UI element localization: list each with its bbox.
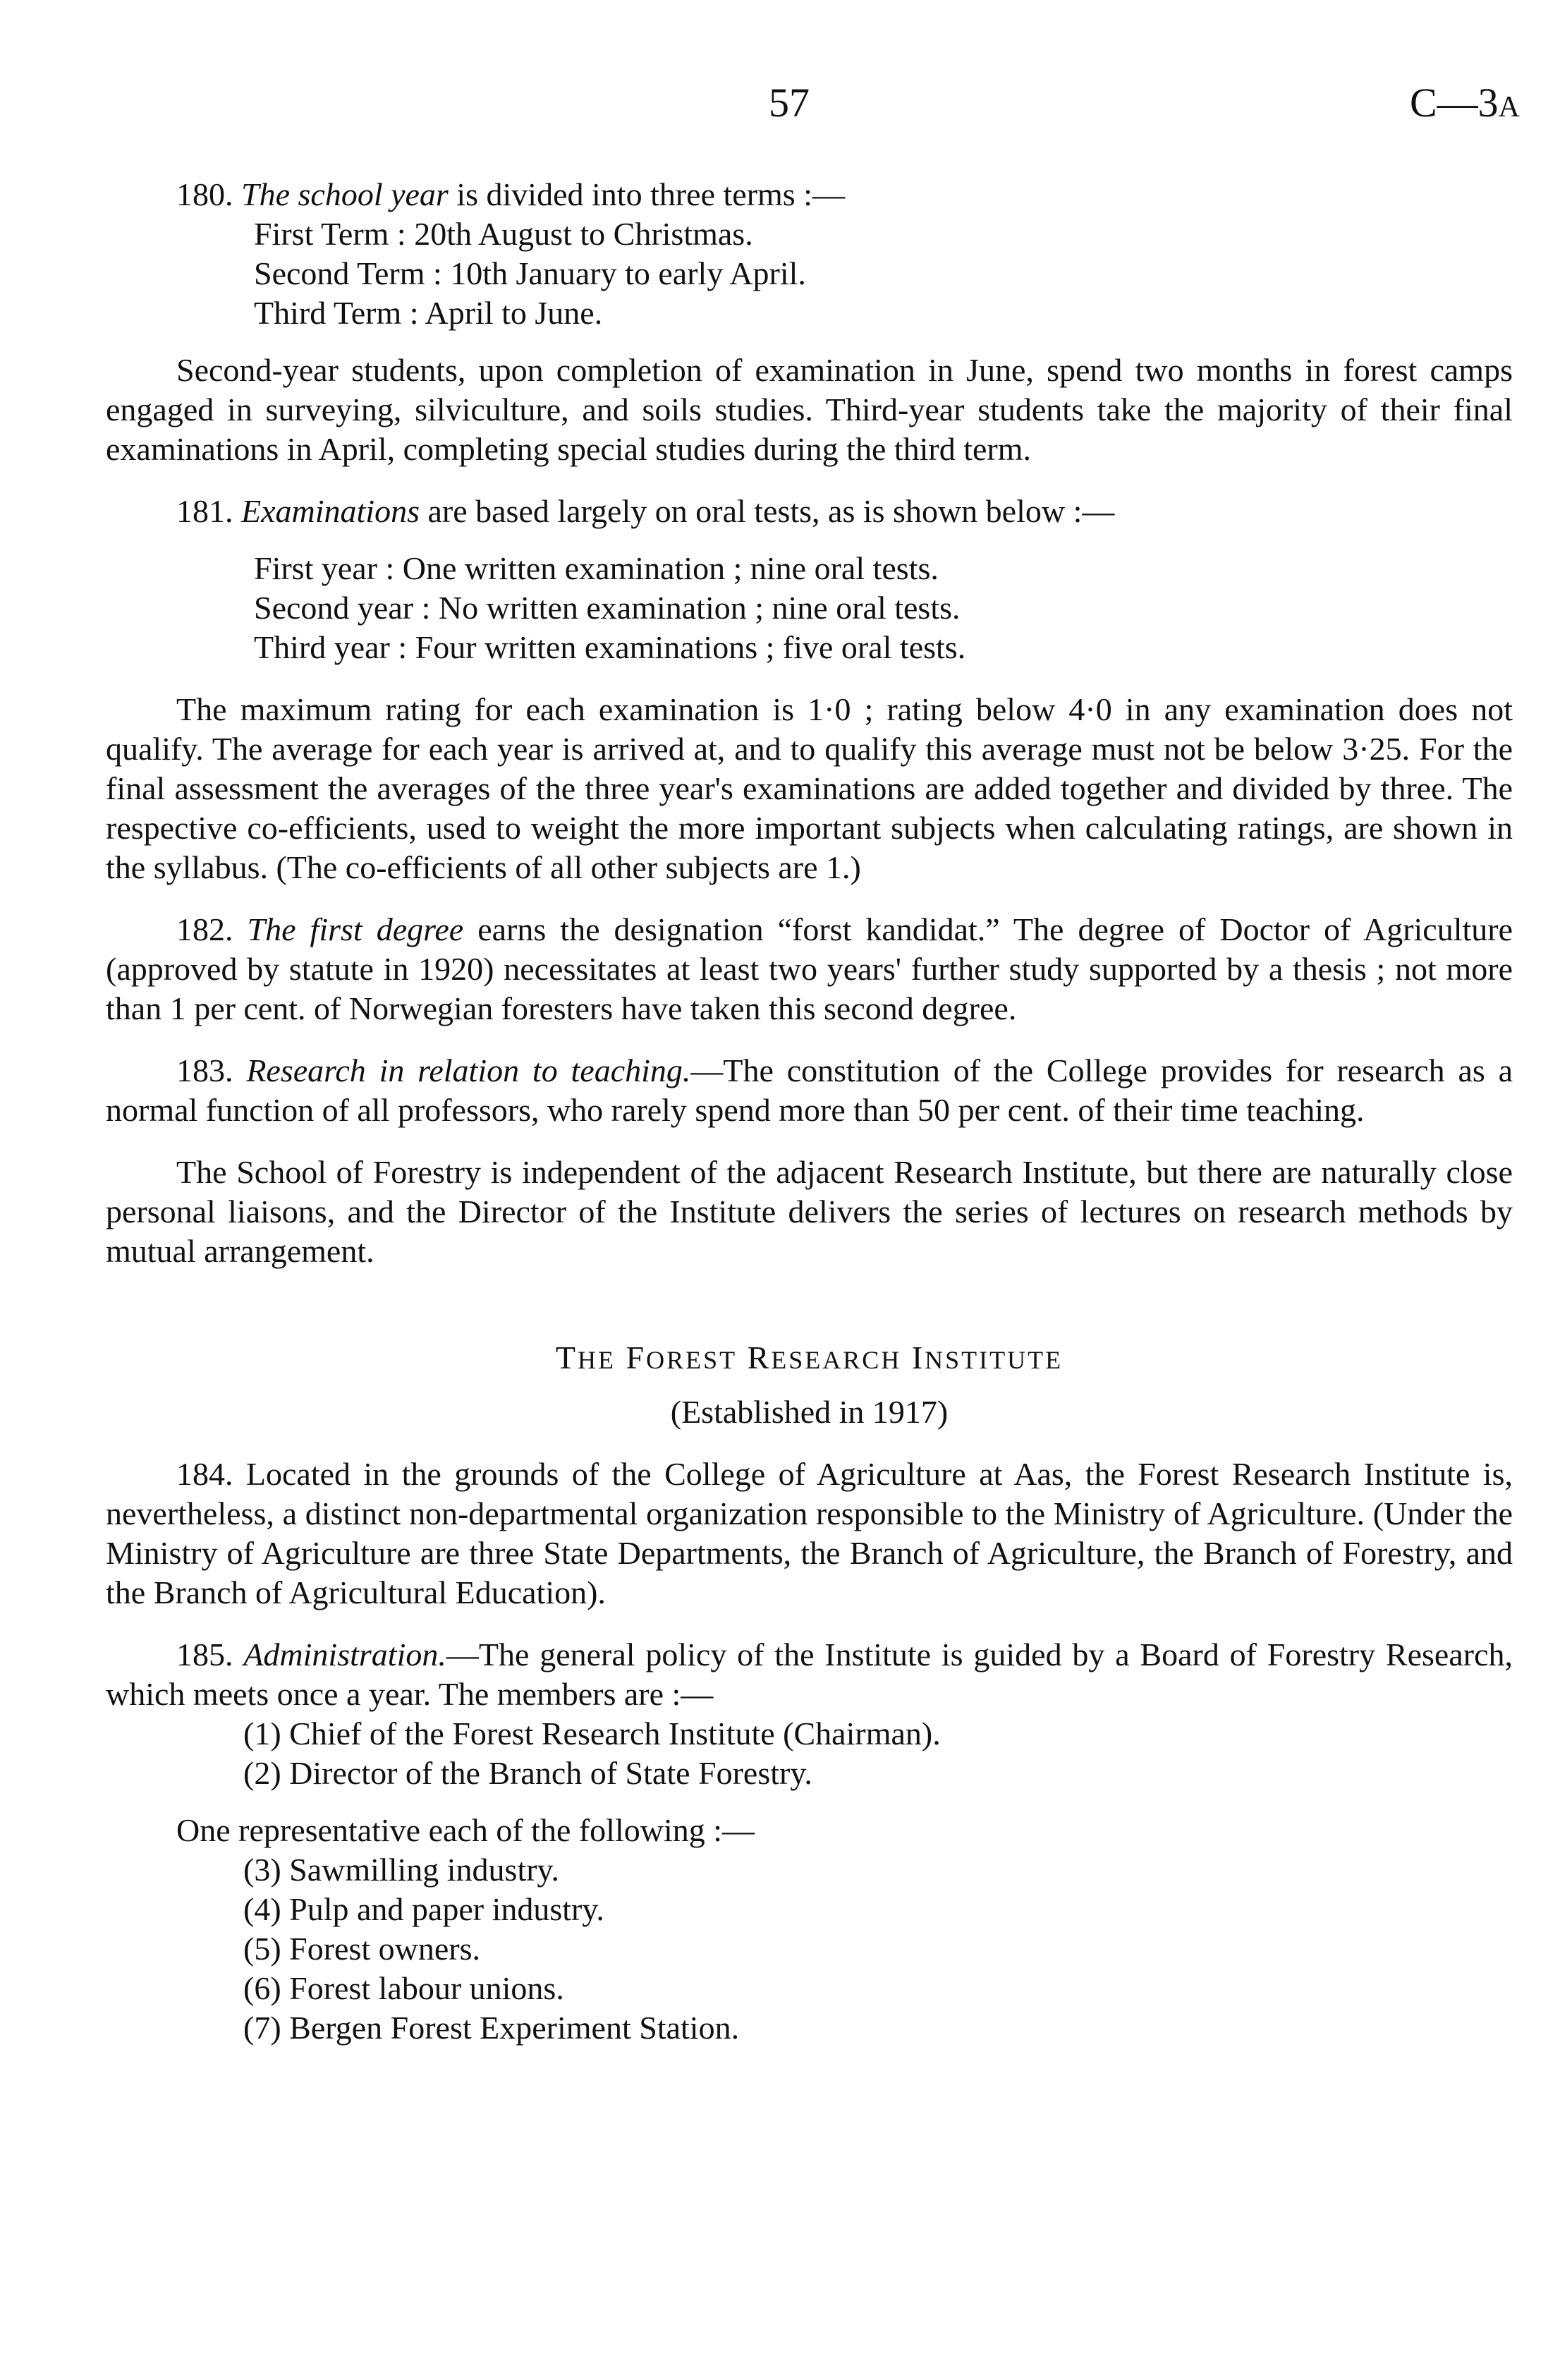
para-text: —The constitution of the College provides for research as a normal function of all professors, who rarely spend more than 50 per cent. of their time teaching. — [106, 1052, 1513, 1128]
para-number: 185. — [176, 1637, 233, 1672]
para-number: 183. — [176, 1052, 233, 1088]
members-list-b — [243, 1850, 1513, 2048]
para-text: —The general policy of the Institute is guided by a Board of Forestry Research, which meets once a year. The members are :— — [106, 1637, 1513, 1712]
list-item: (1) Chief of the Forest Research Institute (Chairman). — [243, 1716, 941, 1751]
one-representative-line: One representative each of the following :— — [176, 1812, 755, 1848]
list-item: Second year : No written examination ; nine oral tests. — [254, 590, 961, 626]
list-item: Third Term : April to June. — [254, 295, 603, 331]
list-item: (7) Bergen Forest Experiment Station. — [243, 2010, 740, 2046]
para-text: Located in the grounds of the College of Agriculture at Aas, the Forest Research Institute is, nevertheless, a distinct non-departmental organization responsible to the Ministry of Agriculture. (Under the Ministry of Agriculture are three State Departments, the Branch of Agriculture, the Branch of Forestry, and the Branch of Agricultural Education). — [106, 1456, 1513, 1610]
list-item: (5) Forest owners. — [243, 1931, 480, 1967]
para-title: The school year — [241, 176, 449, 212]
para-title: Administration. — [243, 1637, 446, 1672]
para-text: are based largely on oral tests, as is shown below :— — [419, 493, 1115, 529]
para-number: 184. — [176, 1456, 233, 1492]
para-text: earns the designation “forst kandidat.” The degree of Doctor of Agriculture (approved by statute in 1920) necessitates at least two years' further study supported by a thesis ; not more than 1 per cent. of Norwegian foresters have taken this second degree. — [106, 911, 1513, 1026]
list-item: (4) Pulp and paper industry. — [243, 1891, 604, 1927]
para-183-body: The School of Forestry is independent of the adjacent Research Institute, but there are naturally close personal liaisons, and the Director of the Institute delivers the series of lectures on research methods by mutual arrangement. — [106, 1154, 1513, 1269]
list-item: (2) Director of the Branch of State Forestry. — [243, 1755, 812, 1791]
exam-list — [254, 549, 1513, 667]
para-number: 182. — [176, 911, 233, 947]
para-181-body: The maximum rating for each examination is 1·0 ; rating below 4·0 in any examination does not qualify. The average for each year is arrived at, and to qualify this average must not be below 3·25. For the final assessment the averages of the three year's examinations are added together and divided by three. The respective co-efficients, used to weight the more important subjects when calculating ratings, are shown in the syllabus. (The co-efficients of all other subjects are 1.) — [106, 691, 1513, 885]
para-180-body: Second-year students, upon completion of examination in June, spend two months in forest camps engaged in surveying, silviculture, and soils studies. Third-year students take the majority of their final examinations in April, completing special studies during the third term. — [106, 352, 1513, 467]
list-item: (6) Forest labour unions. — [243, 1970, 564, 2006]
list-item: Third year : Four written examinations ; five oral tests. — [254, 629, 966, 665]
terms-list — [254, 214, 1513, 333]
list-item: (3) Sawmilling industry. — [243, 1852, 560, 1888]
list-item: Second Term : 10th January to early April. — [254, 255, 806, 291]
para-184 — [106, 1455, 1513, 1613]
section-heading: THE FOREST RESEARCH INSTITUTE — [555, 1340, 1064, 1376]
para-182 — [106, 910, 1513, 1028]
doc-code-main: C—3 — [1409, 80, 1499, 126]
para-title: The first degree — [247, 911, 464, 947]
section-subheading: (Established in 1917) — [670, 1394, 949, 1430]
para-180 — [106, 175, 1513, 214]
doc-code-suffix: A — [1498, 91, 1520, 123]
members-list-a — [243, 1714, 1513, 1793]
para-number: 181. — [176, 493, 233, 529]
document-code — [1410, 79, 1520, 126]
para-185 — [106, 1635, 1513, 1714]
list-item: First year : One written examination ; nine oral tests. — [254, 550, 939, 586]
page-number: 57 — [769, 80, 810, 126]
para-number: 180. — [176, 176, 233, 212]
list-item: First Term : 20th August to Christmas. — [254, 216, 753, 252]
para-title: Examinations — [241, 493, 420, 529]
body-text — [106, 175, 1513, 2048]
para-text: is divided into three terms :— — [448, 176, 845, 212]
para-181 — [106, 492, 1513, 531]
para-title: Research in relation to teaching. — [246, 1052, 691, 1088]
para-183 — [106, 1051, 1513, 1130]
